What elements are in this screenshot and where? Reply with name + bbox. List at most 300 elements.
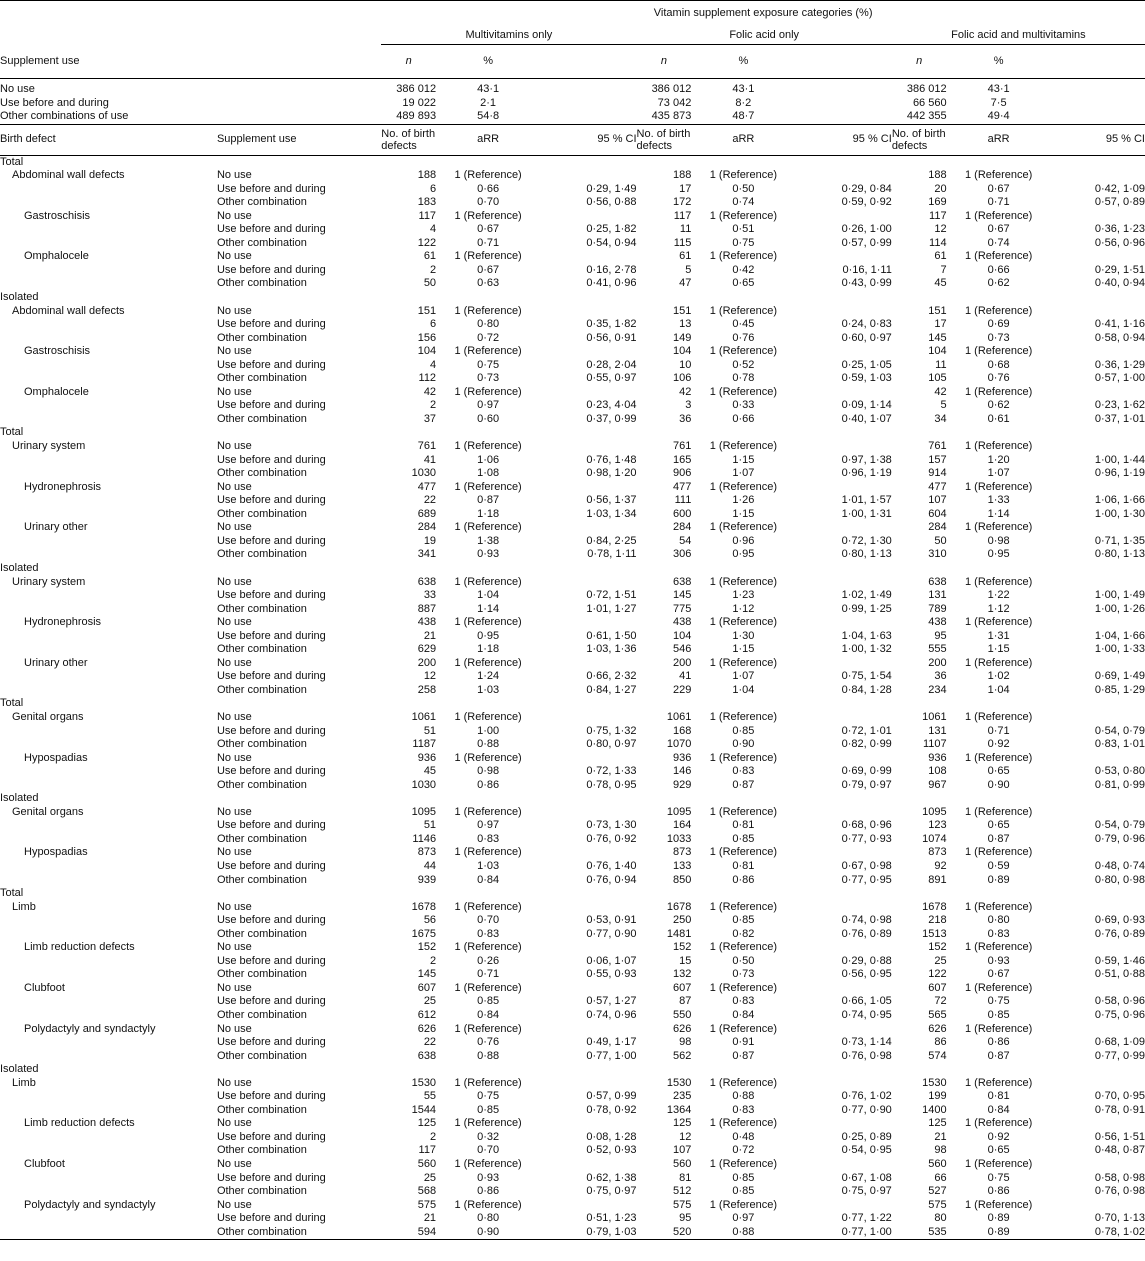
arr-cell: 1·15 [732, 643, 755, 656]
ci-cell: 0·51, 1·23 [586, 1212, 637, 1225]
arr-cell: 0·84 [987, 1103, 1010, 1116]
arr-cell: 1 (Reference) [965, 805, 1033, 818]
ci-cell: 0·78, 0·91 [1094, 1103, 1145, 1116]
ci-cell: 0·54, 0·79 [1094, 724, 1145, 737]
arr-cell: 0·69 [987, 318, 1010, 331]
count-cell: 125 [417, 1117, 437, 1130]
count-cell: 61 [679, 250, 692, 263]
arr-cell: 1 (Reference) [965, 900, 1033, 913]
table-row [0, 1226, 1145, 1240]
count-cell: 81 [679, 1171, 692, 1184]
count-cell: 21 [934, 1130, 947, 1143]
arr-cell: 0·95 [732, 548, 755, 561]
count-cell: 117 [929, 209, 947, 222]
supplement-use-cell: Use before and during [216, 494, 326, 507]
arr-cell: 0·84 [732, 1009, 755, 1021]
birth-defect-heading: Birth defect [0, 132, 56, 145]
count-cell: 51 [423, 724, 437, 737]
arr-cell: 0·76 [987, 372, 1010, 385]
arr-cell: 0·98 [477, 765, 500, 778]
ci-cell: 0·76, 0·89 [1094, 927, 1145, 940]
table-row [0, 440, 1145, 454]
table-row [0, 237, 1145, 251]
arr-cell: 0·66 [732, 412, 755, 425]
arr-cell: 1 (Reference) [454, 440, 522, 453]
arr-cell: 0·81 [732, 819, 755, 832]
count-cell: 145 [417, 968, 437, 981]
arr-cell: 0·52 [732, 358, 755, 371]
arr-cell: 0·67 [477, 223, 500, 236]
table-row [0, 575, 1145, 589]
count-cell: 234 [928, 683, 947, 696]
count-cell: 86 [934, 1036, 947, 1049]
count-cell: 45 [423, 765, 437, 778]
ci-cell: 0·28, 2·04 [586, 358, 637, 371]
ci-cell: 0·77, 0·93 [841, 832, 892, 845]
ci-cell: 1·00, 1·33 [1094, 643, 1145, 656]
arr-cell: 1 (Reference) [709, 1158, 777, 1171]
arr-cell: 1 (Reference) [965, 385, 1033, 398]
count-cell: 133 [672, 859, 692, 872]
count-cell: 612 [417, 1009, 437, 1021]
arr-cell: 1 (Reference) [965, 1198, 1033, 1211]
count-cell: 477 [672, 480, 692, 493]
ci-cell: 0·61, 1·50 [586, 629, 637, 642]
count-cell: 80 [934, 1212, 947, 1225]
count-cell: 151 [928, 304, 947, 317]
count-cell: 284 [417, 521, 437, 534]
ci-cell: 0·74, 0·95 [841, 1009, 892, 1021]
ci-cell: 0·75, 0·97 [841, 1185, 892, 1198]
pct-heading: % [483, 54, 493, 67]
arr-cell: 1·07 [732, 670, 755, 683]
ci-cell: 1·00, 1·30 [1094, 507, 1145, 520]
arr-cell: 0·89 [987, 1212, 1010, 1225]
defect-subcategory: Hypospadias [24, 751, 88, 764]
arr-cell: 1 (Reference) [709, 616, 777, 629]
count-cell: 22 [423, 494, 437, 507]
arr-cell: 1 (Reference) [709, 304, 777, 317]
count-cell: 936 [672, 751, 692, 764]
count-cell: 1513 [922, 927, 947, 940]
supplement-use-cell: No use [216, 1076, 252, 1089]
arr-cell: 1·00 [477, 724, 500, 737]
arr-cell: 0·60 [477, 412, 500, 425]
arr-cell: 1 (Reference) [709, 575, 777, 588]
count-cell: 574 [928, 1049, 947, 1062]
ci-cell: 0·57, 0·99 [841, 236, 892, 249]
supplement-use-cell: Use before and during [216, 182, 326, 195]
supplement-use-cell: Use before and during [216, 358, 326, 371]
arr-cell: 0·90 [477, 1225, 500, 1238]
arr-cell: 1·12 [987, 602, 1010, 615]
ci-cell: 0·53, 0·91 [586, 914, 637, 927]
count-cell: 87 [679, 995, 692, 1008]
count-cell: 10 [679, 358, 692, 371]
arr-cell: 0·95 [477, 629, 500, 642]
ci-cell: 0·62, 1·38 [586, 1171, 637, 1184]
count-cell: 42 [934, 385, 947, 398]
ci-cell: 0·78, 1·11 [587, 548, 637, 561]
summary-row [0, 97, 1145, 111]
arr-cell: 0·70 [477, 196, 500, 209]
ci-cell: 0·67, 0·98 [841, 859, 892, 872]
defect-category: Urinary system [12, 575, 86, 588]
count-cell: 25 [423, 1171, 437, 1184]
table-row [0, 1131, 1145, 1145]
count-cell: 19 [423, 534, 437, 547]
supplement-use-cell: Other combination [216, 832, 307, 845]
table-row [0, 372, 1145, 386]
count-cell: 54 [679, 534, 692, 547]
arr-cell: 1 (Reference) [454, 710, 522, 723]
count-cell: 123 [928, 819, 947, 832]
ci-cell: 0·25, 1·05 [841, 358, 892, 371]
arr-heading: aRR [477, 132, 500, 145]
summary-n: 489 893 [396, 110, 437, 123]
arr-cell: 0·80 [477, 318, 500, 331]
count-cell: 638 [417, 1049, 437, 1062]
summary-pct: 2·1 [480, 96, 497, 109]
count-cell: 17 [934, 318, 947, 331]
arr-cell: 0·32 [477, 1130, 500, 1143]
supplement-use-cell: No use [216, 521, 252, 534]
ci-cell: 0·77, 0·90 [841, 1103, 892, 1116]
count-cell: 575 [672, 1198, 692, 1211]
count-cell: 1530 [411, 1076, 437, 1089]
count-cell: 199 [928, 1090, 947, 1103]
table-row [0, 386, 1145, 400]
defect-subcategory: Urinary other [24, 656, 88, 669]
ci-cell: 0·29, 1·51 [1094, 263, 1145, 276]
table-row [0, 250, 1145, 264]
ci-cell: 0·79, 0·96 [1094, 832, 1145, 845]
defect-subcategory: Omphalocele [24, 250, 89, 263]
ci-cell: 0·77, 1·00 [841, 1225, 892, 1238]
supplement-use-cell: Use before and during [216, 954, 326, 967]
ci-cell: 0·77, 1·00 [586, 1049, 637, 1062]
count-cell: 172 [672, 196, 692, 209]
group-multivitamins: Multivitamins only [465, 28, 553, 41]
count-cell: 146 [672, 765, 692, 778]
count-cell: 2 [429, 399, 437, 412]
defect-subcategory: Gastroschisis [24, 345, 91, 358]
supplement-use-cell: Use before and during [216, 318, 326, 331]
arr-cell: 0·93 [987, 954, 1010, 967]
ci-cell: 0·57, 1·27 [586, 995, 637, 1008]
supplement-use-cell: Other combination [216, 372, 307, 385]
summary-pct: 43·1 [477, 83, 500, 95]
arr-cell: 1 (Reference) [454, 1076, 522, 1089]
arr-cell: 0·75 [987, 995, 1010, 1008]
ci-cell: 0·54, 0·94 [586, 236, 637, 249]
ci-cell: 0·37, 0·99 [586, 412, 637, 425]
section-heading: Isolated [0, 1063, 39, 1076]
ci-cell: 0·76, 1·40 [586, 859, 637, 872]
ci-cell: 0·56, 1·51 [1094, 1130, 1145, 1143]
count-cell: 22 [423, 1036, 437, 1049]
arr-cell: 1 (Reference) [454, 304, 522, 317]
arr-cell: 0·80 [477, 1212, 500, 1225]
table-row [0, 494, 1145, 508]
supplement-use-cell: No use [216, 1022, 252, 1035]
count-cell: 477 [417, 480, 437, 493]
count-cell: 125 [672, 1117, 692, 1130]
ci-cell: 0·66, 1·05 [841, 995, 892, 1008]
ci-cell: 0·37, 1·01 [1094, 412, 1145, 425]
arr-cell: 0·62 [987, 277, 1010, 290]
count-cell: 149 [672, 331, 692, 344]
arr-cell: 1·07 [987, 467, 1010, 480]
count-cell: 607 [672, 981, 692, 994]
supplement-use-cell: Use before and during [216, 534, 326, 547]
supplement-use-cell: Other combination [216, 1009, 307, 1021]
count-cell: 61 [423, 250, 437, 263]
count-cell: 284 [928, 521, 947, 534]
arr-cell: 1 (Reference) [454, 521, 522, 534]
arr-cell: 0·93 [477, 1171, 500, 1184]
count-cell: 1678 [922, 900, 947, 913]
table-row [0, 521, 1145, 535]
ci-heading: 95 % CI [1105, 132, 1145, 145]
table-row [0, 603, 1145, 617]
count-cell: 1364 [666, 1103, 692, 1116]
ci-cell: 0·76, 0·98 [841, 1049, 892, 1062]
arr-heading: aRR [732, 132, 755, 145]
count-cell: 1146 [412, 832, 437, 845]
count-cell: 527 [928, 1185, 947, 1198]
count-cell: 47 [679, 277, 692, 290]
ci-cell: 0·16, 1·11 [842, 263, 892, 276]
count-cell: 11 [679, 223, 692, 236]
supplement-use-cell: Other combination [216, 968, 307, 981]
defect-category: Urinary system [12, 440, 86, 453]
count-cell: 250 [672, 914, 692, 927]
arr-cell: 1 (Reference) [454, 751, 522, 764]
arr-cell: 0·59 [987, 859, 1010, 872]
arr-cell: 0·73 [732, 968, 755, 981]
summary-label: Other combinations of use [0, 110, 129, 123]
count-cell: 15 [679, 954, 692, 967]
ci-cell: 1·00, 1·31 [841, 507, 892, 520]
ci-cell: 0·51, 0·88 [1094, 968, 1145, 981]
supplement-use-cell: Other combination [216, 1185, 307, 1198]
arr-cell: 1·26 [732, 494, 755, 507]
table-row [0, 873, 1145, 887]
arr-cell: 1 (Reference) [709, 805, 777, 818]
arr-cell: 1·30 [732, 629, 755, 642]
supplement-use-cell: Other combination [216, 602, 307, 615]
count-cell: 50 [934, 534, 947, 547]
defect-subcategory: Polydactyly and syndactyly [24, 1198, 156, 1211]
table-row [0, 1144, 1145, 1158]
ci-cell: 0·49, 1·17 [586, 1036, 637, 1049]
ci-cell: 0·71, 1·35 [1094, 534, 1145, 547]
arr-cell: 0·67 [987, 968, 1010, 981]
exposure-categories-heading: Vitamin supplement exposure categories (%) [653, 7, 873, 19]
count-cell: 4 [429, 223, 437, 236]
count-cell: 50 [423, 277, 437, 290]
count-cell: 55 [423, 1090, 437, 1103]
supplement-use-cell: Use before and during [216, 589, 326, 602]
arr-cell: 0·97 [477, 399, 500, 412]
table-row [0, 616, 1145, 630]
defect-subcategory: Gastroschisis [24, 209, 91, 222]
count-cell: 165 [672, 453, 692, 466]
column-header [0, 124, 1145, 155]
summary-section [0, 79, 1145, 125]
table-row [0, 169, 1145, 183]
arr-cell: 0·80 [987, 914, 1010, 927]
table-row [0, 210, 1145, 224]
arr-cell: 0·74 [732, 196, 755, 209]
count-cell: 775 [672, 602, 692, 615]
count-cell: 562 [672, 1049, 692, 1062]
section-heading: Total [0, 887, 24, 900]
table-row [0, 345, 1145, 359]
arr-cell: 1 (Reference) [965, 1158, 1033, 1171]
count-cell: 145 [928, 331, 947, 344]
ci-cell: 0·78, 1·02 [1094, 1225, 1145, 1238]
count-cell: 115 [673, 236, 692, 249]
ci-cell: 0·78, 0·92 [586, 1103, 637, 1116]
table-row [0, 318, 1145, 332]
supplement-use-cell: Other combination [216, 1225, 307, 1238]
count-cell: 1070 [666, 738, 692, 751]
arr-cell: 0·86 [987, 1185, 1010, 1198]
ci-cell: 0·25, 0·89 [841, 1130, 892, 1143]
arr-cell: 0·71 [987, 724, 1010, 737]
ci-cell: 0·96, 1·19 [841, 467, 892, 480]
arr-cell: 0·88 [477, 1049, 500, 1062]
defect-subcategory: Polydactyly and syndactyly [24, 1022, 156, 1035]
ci-cell: 0·58, 0·94 [1094, 331, 1145, 344]
table-row [0, 1104, 1145, 1118]
table-row [0, 860, 1145, 874]
ci-cell: 1·00, 1·44 [1094, 453, 1145, 466]
count-cell: 169 [928, 196, 947, 209]
count-cell: 939 [417, 873, 437, 886]
supplement-use-cell: Use before and during [216, 453, 326, 466]
arr-cell: 1 (Reference) [709, 250, 777, 263]
ci-cell: 0·79, 0·97 [841, 778, 892, 791]
ci-cell: 0·48, 0·74 [1094, 859, 1145, 872]
arr-cell: 1 (Reference) [454, 575, 522, 588]
count-cell: 560 [672, 1158, 692, 1171]
count-cell: 107 [672, 1144, 692, 1157]
arr-cell: 0·74 [987, 236, 1010, 249]
arr-heading: aRR [987, 132, 1010, 145]
ci-cell: 0·06, 1·07 [586, 954, 637, 967]
ci-cell: 0·81, 0·99 [1094, 778, 1145, 791]
ci-cell: 0·53, 0·80 [1094, 765, 1145, 778]
table-row [0, 454, 1145, 468]
table-row [0, 738, 1145, 752]
count-cell: 967 [928, 778, 947, 791]
supplement-use-cell: Use before and during [216, 859, 326, 872]
count-cell: 1530 [666, 1076, 692, 1089]
count-cell: 200 [928, 656, 947, 669]
arr-cell: 0·72 [477, 331, 500, 344]
arr-cell: 1 (Reference) [709, 1022, 777, 1035]
no-birth-defects-heading: No. of birth defects [381, 127, 436, 152]
count-cell: 104 [417, 345, 437, 358]
section-heading: Total [0, 426, 24, 439]
table-row [0, 995, 1145, 1009]
count-cell: 117 [418, 1144, 437, 1157]
ci-cell: 0·54, 0·79 [1094, 819, 1145, 832]
ci-cell: 0·57, 0·89 [1094, 196, 1145, 209]
section-heading: Isolated [0, 291, 39, 304]
arr-cell: 1 (Reference) [454, 1158, 522, 1171]
count-cell: 229 [672, 683, 692, 696]
count-cell: 929 [672, 778, 692, 791]
arr-cell: 1 (Reference) [709, 846, 777, 859]
count-cell: 936 [928, 751, 947, 764]
count-cell: 1030 [411, 467, 437, 480]
count-cell: 17 [679, 182, 692, 195]
arr-cell: 0·83 [987, 927, 1010, 940]
arr-cell: 0·65 [987, 819, 1010, 832]
arr-cell: 0·87 [987, 1049, 1010, 1062]
count-cell: 535 [928, 1225, 947, 1238]
ci-cell: 0·74, 0·98 [841, 914, 892, 927]
table-row [0, 183, 1145, 197]
arr-cell: 1·02 [987, 670, 1010, 683]
supplement-use-cell: Use before and during [216, 724, 326, 737]
count-cell: 6 [429, 318, 437, 331]
supplement-use-cell: Other combination [216, 683, 307, 696]
section-heading-row [0, 887, 1145, 901]
summary-pct: 49·4 [987, 110, 1010, 123]
defect-subcategory: Hydronephrosis [24, 480, 102, 493]
ci-cell: 1·03, 1·36 [586, 643, 637, 656]
ci-cell: 0·48, 0·87 [1094, 1144, 1145, 1157]
summary-n: 435 873 [651, 110, 692, 123]
arr-cell: 0·76 [732, 331, 755, 344]
count-cell: 21 [423, 629, 437, 642]
supplement-use-cell: No use [216, 751, 252, 764]
arr-cell: 1·15 [732, 453, 755, 466]
supplement-use-cell: Use before and during [216, 1090, 326, 1103]
count-cell: 107 [928, 494, 947, 507]
count-cell: 512 [672, 1185, 692, 1198]
arr-cell: 1·03 [477, 683, 500, 696]
ci-cell: 1·00, 1·49 [1094, 589, 1145, 602]
table-row [0, 359, 1145, 373]
table-row [0, 1090, 1145, 1104]
count-cell: 629 [417, 643, 437, 656]
count-cell: 122 [417, 236, 437, 249]
supplement-use-cell: Use before and during [216, 1036, 326, 1049]
ci-heading: 95 % CI [852, 132, 892, 145]
arr-cell: 1·31 [987, 629, 1010, 642]
supplement-use-cell: No use [216, 385, 252, 398]
supplement-use-cell: No use [216, 1158, 252, 1171]
arr-cell: 0·88 [732, 1090, 755, 1103]
count-cell: 565 [928, 1009, 947, 1021]
count-cell: 2 [429, 954, 437, 967]
ci-cell: 0·75, 0·96 [1094, 1009, 1145, 1021]
arr-cell: 0·71 [987, 196, 1010, 209]
ci-cell: 0·96, 1·19 [1094, 467, 1145, 480]
ci-cell: 0·29, 0·84 [841, 182, 892, 195]
ci-cell: 0·56, 0·95 [841, 968, 892, 981]
count-cell: 44 [423, 859, 437, 872]
count-cell: 936 [417, 751, 437, 764]
count-cell: 3 [685, 399, 692, 412]
ci-cell: 0·77, 0·95 [841, 873, 892, 886]
